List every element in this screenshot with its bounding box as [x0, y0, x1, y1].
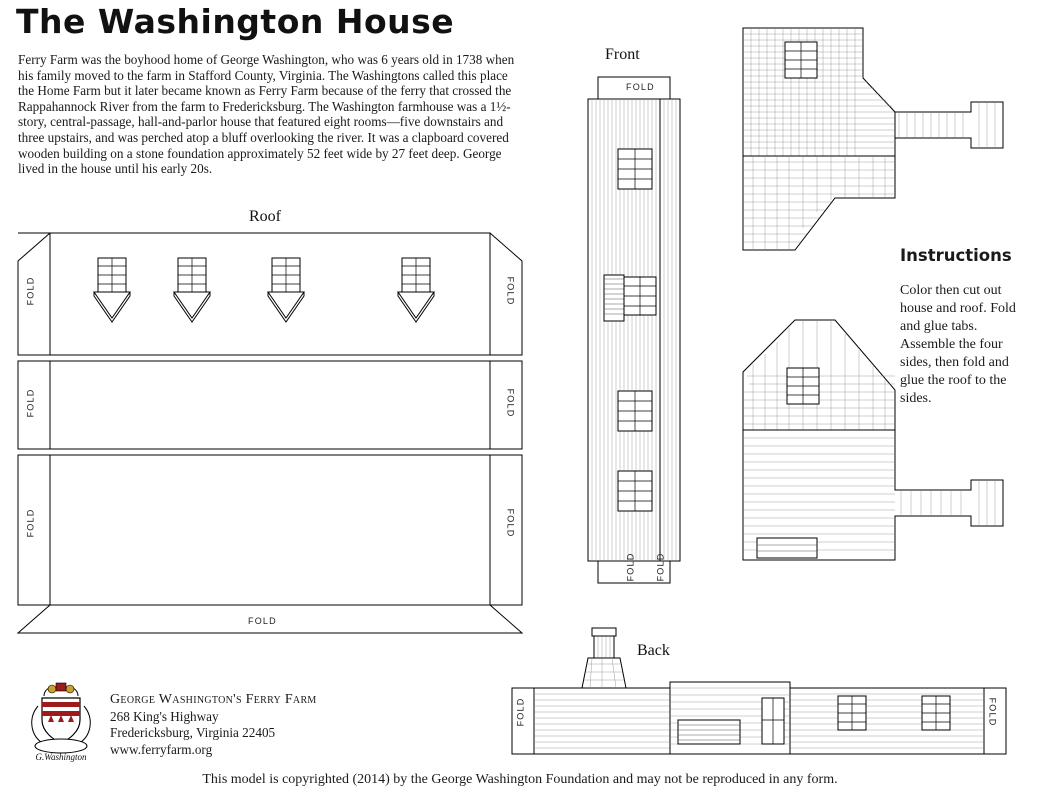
- back-fold-label-left: FOLD: [515, 697, 526, 727]
- roof-label: Roof: [249, 208, 281, 225]
- instructions-body: Color then cut out house and roof. Fold and glue tabs. Assemble the four sides, then fold and glue the roof to the sides.: [900, 283, 1016, 406]
- intro-paragraph: Ferry Farm was the boyhood home of George Washington, who was 6 years old in 1738 when his family moved to the farm in Stafford County, Virginia. The Washingtons called this place the Home Farm but it later became known as Ferry Farm because of the ferry that crossed the Rappahannock River from the farm to Fredericksburg. The Washington farmhouse was a 1½-story, central-passage, hall-and-parlor house that featured eight rooms—five downstairs and three upstairs, and was perched atop a bluff overlooking the river. It was a clapboard covered wooden building on a stone foundation approximately 52 feet wide by 27 feet deep. George lived in the house until his early 20s.: [18, 52, 515, 177]
- back-fold-label-right: FOLD: [987, 697, 998, 727]
- front-elevation: [580, 75, 700, 585]
- side-elevation-top: [735, 20, 1025, 320]
- roof-fold-label-bottom: FOLD: [248, 616, 277, 626]
- front-label: Front: [605, 46, 640, 63]
- roof-fold-label-right-top: FOLD: [505, 276, 516, 306]
- footer-address-block: [110, 692, 317, 758]
- roof-fold-label-left-mid: FOLD: [25, 388, 36, 418]
- roof-fold-label-right-bottom: FOLD: [505, 508, 516, 538]
- footer-organization: George Washington's Ferry Farm: [110, 692, 317, 707]
- front-fold-label-top: FOLD: [626, 82, 655, 92]
- roof-fold-label-left-bottom: FOLD: [25, 508, 36, 538]
- back-label: Back: [637, 642, 670, 659]
- roof-template: [10, 228, 530, 653]
- front-fold-label-bottom-right: FOLD: [655, 552, 666, 582]
- footer-city: Fredericksburg, Virginia 22405: [110, 725, 276, 740]
- roof-fold-label-left-top: FOLD: [25, 276, 36, 306]
- ferry-farm-seal-logo: [22, 680, 100, 764]
- instructions-heading: Instructions: [900, 246, 1012, 265]
- copyright-notice: This model is copyrighted (2014) by the George Washington Foundation and may not be reproduced in any form.: [202, 772, 838, 787]
- footer-street: 268 King's Highway: [110, 708, 219, 724]
- seal-signature: G.Washington: [35, 752, 87, 762]
- chimney: [582, 628, 626, 688]
- back-elevation: [510, 600, 1010, 760]
- footer-website[interactable]: www.ferryfarm.org: [110, 741, 213, 757]
- front-fold-label-bottom-left: FOLD: [625, 552, 636, 582]
- roof-fold-label-right-mid: FOLD: [505, 388, 516, 418]
- page-title: The Washington House: [16, 2, 455, 41]
